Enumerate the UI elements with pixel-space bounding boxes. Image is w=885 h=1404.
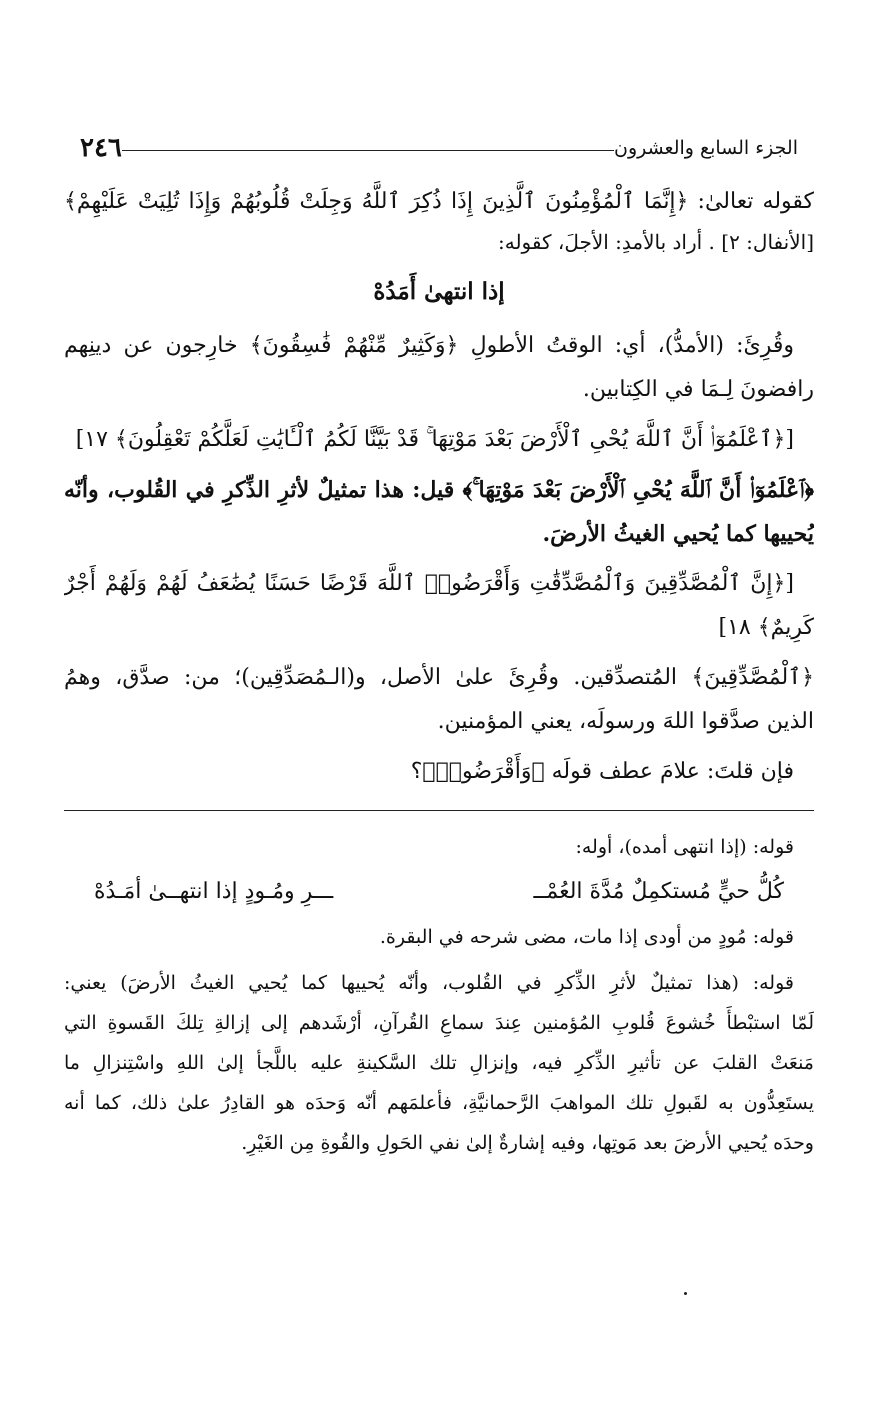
text-line: ﴿ٱلْمُصَّدِّقِينَ﴾ المُتصدِّقين. وقُرِئَ علىٰ الأصل، و(الـمُصَدِّقِين)؛ من: صدَّق، وهمُ xyxy=(64,665,814,690)
text-line: الذين صدَّقوا اللهَ ورسولَه، يعني المؤمنين. xyxy=(437,709,814,734)
note-line: قوله: مُودٍ من أودى إذا مات، مضى شرحه في البقرة. xyxy=(379,926,794,948)
book-page xyxy=(64,126,814,1163)
poem-verse xyxy=(64,867,814,917)
poem-hemistich-right: كُلُّ حيٍّ مُستكمِلٌ مُدَّةَ العُمْــ xyxy=(533,879,784,904)
note-line: مَنعَتْ القلبَ عن تأثيرِ الذِّكرِ فيه، وإنزالِ تلك السَّكينةِ عليه باللَّجأ إلىٰ اللهِ واسْتِنزالِ ما xyxy=(64,1052,814,1074)
text-line: فإن قلتَ: علامَ عطف قولَه ﴿وَأَقْرَضُوا۟﴾؟ xyxy=(410,759,794,784)
text-line: ﴿ٱعْلَمُوٓا۟ أَنَّ ٱللَّهَ يُحْىِ ٱلْأَرْضَ بَعْدَ مَوْتِهَا ۚ﴾ قيل: هذا تمثيلٌ لأثرِ الذِّكرِ في القُلوب، وأنّه xyxy=(64,477,814,503)
chapter-title: الجزء السابع والعشرون xyxy=(613,137,798,159)
verse-heading: إذا انتهىٰ أَمَدُهْ xyxy=(373,278,505,305)
text-line: [الأنفال: ٢] . أراد بالأمدِ: الأجلَ، كقوله: xyxy=(497,230,814,254)
note-line: يستَعِدُّون به لقَبولِ تلك المواهبَ الرَّحمانيَّةِ، فأعلمَهم أنّه وَحدَه هو القادِرُ علىٰ ذلك، كما أنه xyxy=(64,1092,814,1114)
ink-dot xyxy=(684,1292,687,1295)
verse-line: [﴿إِنَّ ٱلْمُصَّدِّقِينَ وَٱلْمُصَّدِّقَٰتِ وَأَقْرَضُوا۟ ٱللَّهَ قَرْضًا حَسَنًا يُضَٰعَفُ لَهُمْ وَلَهُمْ أَجْرٌ xyxy=(64,571,794,596)
page-number: ٢٤٦ xyxy=(80,133,122,163)
commentary-notes xyxy=(64,827,814,1163)
footnote-separator xyxy=(64,810,814,811)
verse-line: [﴿ٱعْلَمُوٓا۟ أَنَّ ٱللَّهَ يُحْىِ ٱلْأَرْضَ بَعْدَ مَوْتِهَا ۚ قَدْ بَيَّنَّا لَكُمُ ٱلْـَٔايَٰتِ لَعَلَّكُمْ تَعْقِلُونَ﴾ ١٧] xyxy=(75,427,794,452)
note-line: قوله: (هذا تمثيلٌ لأثرِ الذِّكرِ في القُلوب، وأنّه يُحييها كما يُحيي الغيثُ الأرضَ) يعني: xyxy=(64,972,794,994)
text-line: رافضونَ لِـمَا في الكِتابين. xyxy=(582,377,814,402)
poem-hemistich-left: ـــرِ ومُـودٍ إذا انتهــىٰ أمَـدُهْ xyxy=(94,879,334,904)
text-line: يُحييها كما يُحيي الغيثُ الأرضَ. xyxy=(542,521,814,547)
verse-line: كَرِيمٌ﴾ ١٨] xyxy=(718,615,814,640)
text-line: وقُرِئَ: (الأمدُّ)، أي: الوقتُ الأطولِ ﴿وَكَثِيرٌ مِّنْهُمْ فَٰسِقُونَ﴾ خارِجون عن دينِهم xyxy=(64,333,794,358)
note-line: لَمّا استبْطأَ خُشوعَ قُلوبِ المُؤمنين عِندَ سماعِ القُرآنِ، أرْشَدهم إلى إزالةِ تِلكَ القَسوةِ التي xyxy=(64,1012,814,1034)
note-line: قوله: (إذا انتهى أمده)، أوله: xyxy=(575,836,794,858)
text-line: كقوله تعالىٰ: ﴿إِنَّمَا ٱلْمُؤْمِنُونَ ٱلَّذِينَ إِذَا ذُكِرَ ٱللَّهُ وَجِلَتْ قُلُوبُهُمْ وَإِذَا تُلِيَتْ عَلَيْهِمْ﴾ xyxy=(64,189,814,214)
running-header xyxy=(64,126,814,170)
note-line: وحدَه يُحيي الأرضَ بعد مَوتِها، وفيه إشارةٌ إلىٰ نفي الحَولِ والقُوةِ مِن الغَيْرِ. xyxy=(241,1132,814,1154)
main-text xyxy=(64,180,814,794)
header-rule xyxy=(122,150,614,151)
